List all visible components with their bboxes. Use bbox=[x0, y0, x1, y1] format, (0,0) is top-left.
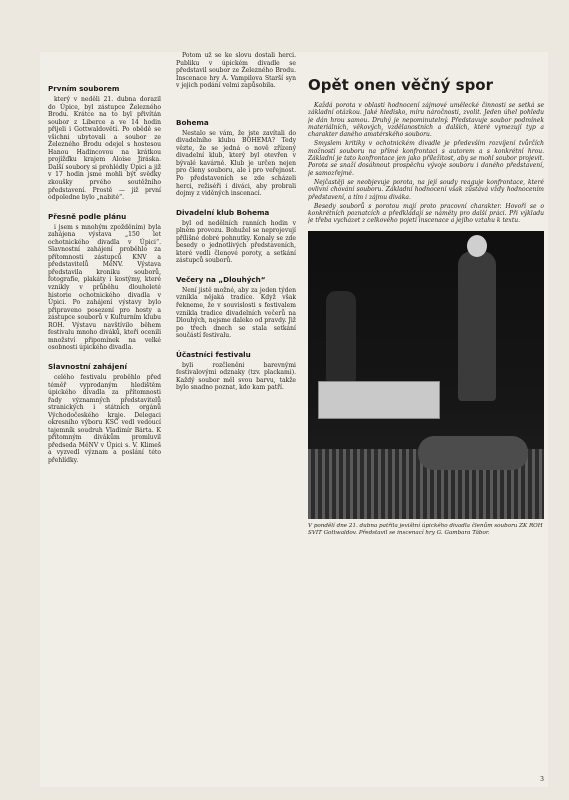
text-divadelni-klub: byl od nedělních ranních hodin v plném provozu. Bohužel se neprojevují přílišné dobré pohnutky. Konaly se zde besedy o jednotlivých představeních, které vedli členové poroty, a setkání zástupců souborů. bbox=[176, 219, 296, 265]
text-presne-podle-planu: i jsem s mnohým zpožděním) byla zahájena výstava „150 let ochotnického divadla v Úpici“. Slavnostní zahájení proběhlo za přítomnosti zástupců KNV a představitelů MěNV. Výstava představila kroniku souborů, fotografie, plakáty i kostýmy, které vznikly v průběhu dlouholeté historie ochotnického divadla v Úpici. Po zahájení výstavy bylo připraveno posezení pro hosty a zástupce souborů v Kulturním klubu ROH. Výstavu navštívilo během festivalu mnoho diváků, kteří ocenili množství připomínek na velké osobnosti úpického divadla. bbox=[48, 223, 161, 352]
photo-figure-lying bbox=[418, 436, 528, 470]
heading-slavnostni-zahajeni: Slavnostní zahájení bbox=[48, 361, 127, 371]
column-middle bbox=[176, 52, 296, 394]
article-headline: Opět onen věčný spor bbox=[308, 76, 494, 94]
text-intro: Potom už se ke slovu dostali herci. Publiku v úpickém divadle se představil soubor ze Železného Brodu. Inscenace hry A. Vampilova Starší syn v jejich podání velmi zapůsobila. bbox=[176, 52, 296, 90]
text-bohema: Nestalo se vám, že jste zavítali do divadelního klubu BOHEMA? Tedy vězte, že se jedná o nově zřízený divadelní klub, který byl otevřen v bývalé kavárně. Klub je určen nejen pro členy souboru, ale i pro veřejnost. Po představeních se zde scházeli herci, režiséři i diváci, aby probrali dojmy z viděných inscenací. bbox=[176, 129, 296, 198]
heading-divadelni-klub: Divadelní klub Bohema bbox=[176, 207, 270, 217]
article-para-2: Smyslem kritiky v ochotnickém divadle je především rozvíjení tvůrčích možností souboru na přímé konfrontaci s autorem a s konkrétní hrou. Základní je tato konfrontace jen jako příležitost, aby se mohl soubor projevit. Porota se snaží dosáhnout prospěchu vývoje souboru i daného představení, je samozřejmé. bbox=[308, 140, 544, 177]
page-number: 3 bbox=[540, 776, 544, 783]
photo-bench bbox=[318, 381, 440, 419]
article-para-4: Besedy souborů s porotou mají proto pracovní charakter. Hovoří se o konkrétních poznatcích a předkládají se náměty pro další práci. Při výkladu je třeba vycházet z celkového pojetí inscenace a jejího vztahu k textu. bbox=[308, 202, 544, 225]
text-slavnostni-zahajeni: celého festivalu proběhlo před téměř vyprodaným hledištěm úpického divadla za přítomnosti řady významných představitelů stranických i státních orgánů Východočeského kraje. Delegaci okresního výboru KSČ vedl vedoucí tajemník soudruh Vladimír Bárta. K přítomným divákům promluvil předseda MěNV v Úpici s. V. Klimeš a vyzvedl význam a poslání této přehlídky. bbox=[48, 373, 161, 464]
text-prvnim-souborem: který v neděli 21. dubna dorazil do Úpice, byl zástupce Železného Brodu. Krátce na to byl přivítán soubor z Liberce a ve 14 hodin přijeli i Gottwaldovětí. Po obědě se všichni ubytovali a soubor ze Železného Brodu odejel s hostesou Hanou Hadincovou na krátkou projížďku krajem Aloise Jiráska. Další soubory si prohlédly Úpici a již v 17 hodin jsme mohli být svědky zkoušky prvého soutěžního představení. Prostě — již první odpoledne bylo „nabité“. bbox=[48, 96, 161, 202]
heading-bohema: Bohema bbox=[176, 117, 209, 127]
stage-photo bbox=[308, 231, 544, 519]
heading-vecery: Večery na „Dlouhých“ bbox=[176, 274, 266, 284]
photo-figure-standing bbox=[458, 251, 496, 401]
text-vecery: Není jistě možné, aby za jeden týden vznikla nějaká tradice. Když však řekneme, že v souvislosti s festivalem vznikla tradice divadelních večerů na Dlouhých, nejsme daleko od pravdy. Již po třech dnech se stala setkání součástí festivalu. bbox=[176, 286, 296, 340]
text-ucastnici: byli rozčleněni barevnými festivalovými odznaky (tzv. plackami). Každý soubor měl svou barvu, takže bylo snadno poznat, kdo kam patří. bbox=[176, 361, 296, 392]
column-left bbox=[48, 52, 161, 467]
photo-caption: V pondělí dne 21. dubna patřila jevištní úpického divadla členům souboru ZK ROH SVIT Gottwaldov. Představil se inscenací hry G. Gambara Tábor. bbox=[308, 522, 543, 536]
heading-ucastnici: Účastníci festivalu bbox=[176, 349, 251, 359]
article-para-3: Nejčastěji se neobjevuje porota, na její soudy reaguje konfrontace, které ovlivní chování souboru. Základní hodnocení však zůstává vždy hodnocením představení, a tím i zájmu diváka. bbox=[308, 178, 544, 201]
heading-presne-podle-planu: Přesně podle plánu bbox=[48, 211, 127, 221]
column-right bbox=[308, 52, 544, 542]
article-para-1: Každá porota v oblasti hodnocení zájmové umělecké činnosti se setká se základní otázkou. Jaké hledisko, míru náročnosti, zvolit. Jeden úhel pohledu je dán hrou samou. Druhý je nepominutelný. Představuje soubor podmínek materiálních, věkových, vzdělanostních a dalších, které vymezují typ a charakter daného amatérského souboru. bbox=[308, 102, 544, 139]
photo-figure-left bbox=[326, 291, 356, 381]
magazine-page bbox=[40, 52, 548, 787]
heading-prvnim-souborem: Prvním souborem bbox=[48, 84, 120, 93]
